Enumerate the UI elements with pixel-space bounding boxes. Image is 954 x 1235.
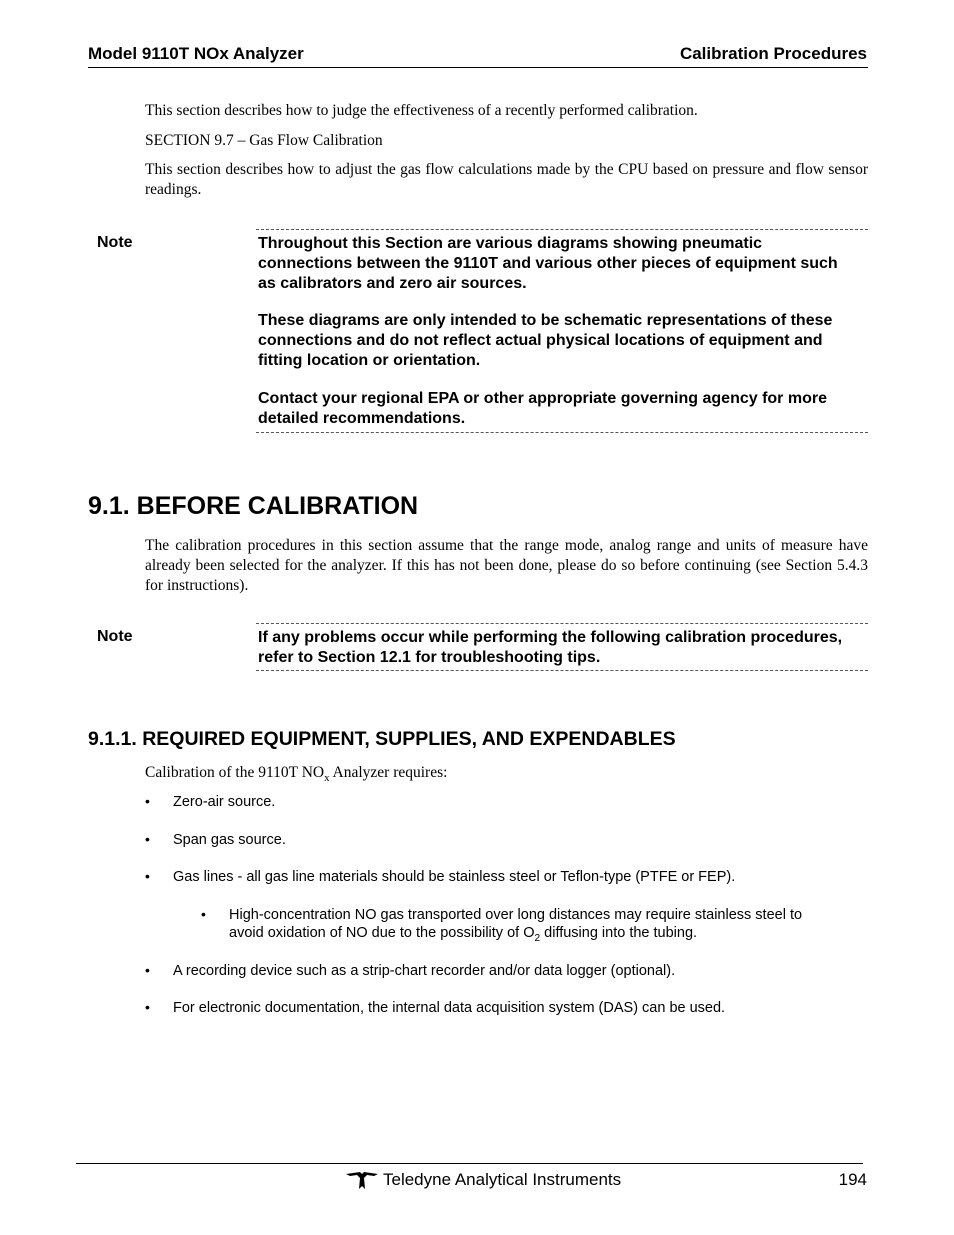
note-top-rule xyxy=(256,229,868,230)
bullet-marker: • xyxy=(145,793,150,809)
lead-text: Calibration of the 9110T NO xyxy=(145,764,325,781)
intro-paragraph-3: This section describes how to adjust the gas flow calculations made by the CPU based on pressure and flow sensor readings. xyxy=(145,161,868,198)
page-number: 194 xyxy=(838,1170,867,1189)
bullet-marker: • xyxy=(145,831,150,847)
footer-rule xyxy=(76,1163,863,1164)
subsection-lead xyxy=(145,763,868,788)
note-label: Note xyxy=(97,628,133,645)
lead-text: Analyzer requires: xyxy=(329,764,448,781)
note-paragraph-2: These diagrams are only intended to be schematic representations of these connections and do not reflect actual physical locations of equipment and fitting location or orientation. xyxy=(258,312,833,369)
note-text: If any problems occur while performing the following calibration procedures, refer to Section 12.1 for troubleshooting tips. xyxy=(258,629,843,666)
list-item: Zero-air source. xyxy=(173,794,276,810)
bullet-marker: • xyxy=(145,868,150,884)
intro-paragraph-2: SECTION 9.7 – Gas Flow Calibration xyxy=(145,132,383,149)
list-item: A recording device such as a strip-chart recorder and/or data logger (optional). xyxy=(173,963,676,979)
list-item: Span gas source. xyxy=(173,832,286,848)
footer-company: Teledyne Analytical Instruments xyxy=(383,1170,622,1189)
header-rule xyxy=(88,67,868,68)
running-header-title: Model 9110T NOx Analyzer xyxy=(88,44,304,63)
sub-list-item-line-1: High-concentration NO gas transported over long distances may require stainless steel to xyxy=(229,907,803,923)
intro-paragraph-1: This section describes how to judge the effectiveness of a recently performed calibration. xyxy=(145,102,698,119)
note-label: Note xyxy=(97,234,133,251)
section-heading: 9.1. BEFORE CALIBRATION xyxy=(88,492,419,520)
lead-subscript: x xyxy=(324,772,330,785)
sub-list-text: diffusing into the tubing. xyxy=(540,925,698,941)
subsection-heading: 9.1.1. REQUIRED EQUIPMENT, SUPPLIES, AND EXPENDABLES xyxy=(88,728,676,750)
list-item: Gas lines - all gas line materials should be stainless steel or Teflon-type (PTFE or FEP). xyxy=(173,869,736,885)
note-paragraph-3: Contact your regional EPA or other appropriate governing agency for more detailed recommendations. xyxy=(258,390,827,427)
sub-list-text: avoid oxidation of NO due to the possibility of O xyxy=(229,925,535,941)
note-paragraph-1: Throughout this Section are various diagrams showing pneumatic connections between the 9110T and various other pieces of equipment such as calibrators and zero air sources. xyxy=(258,235,838,292)
note-bottom-rule xyxy=(256,432,868,433)
sub-list-subscript: 2 xyxy=(534,932,541,944)
bullet-marker: • xyxy=(201,906,206,922)
note-bottom-rule xyxy=(256,670,868,671)
bullet-marker: • xyxy=(145,962,150,978)
note-top-rule xyxy=(256,623,868,624)
section-body: The calibration procedures in this section assume that the range mode, analog range and units of measure have already been selected for the analyzer. If this has not been done, please do so before continuing (see Section 5.4.3 for instructions). xyxy=(145,537,868,594)
list-item: For electronic documentation, the internal data acquisition system (DAS) can be used. xyxy=(173,1000,726,1016)
sub-list-item-line-2 xyxy=(229,924,697,948)
teledyne-logo-icon xyxy=(345,1170,379,1190)
running-header-section: Calibration Procedures xyxy=(679,44,867,63)
bullet-marker: • xyxy=(145,999,150,1015)
